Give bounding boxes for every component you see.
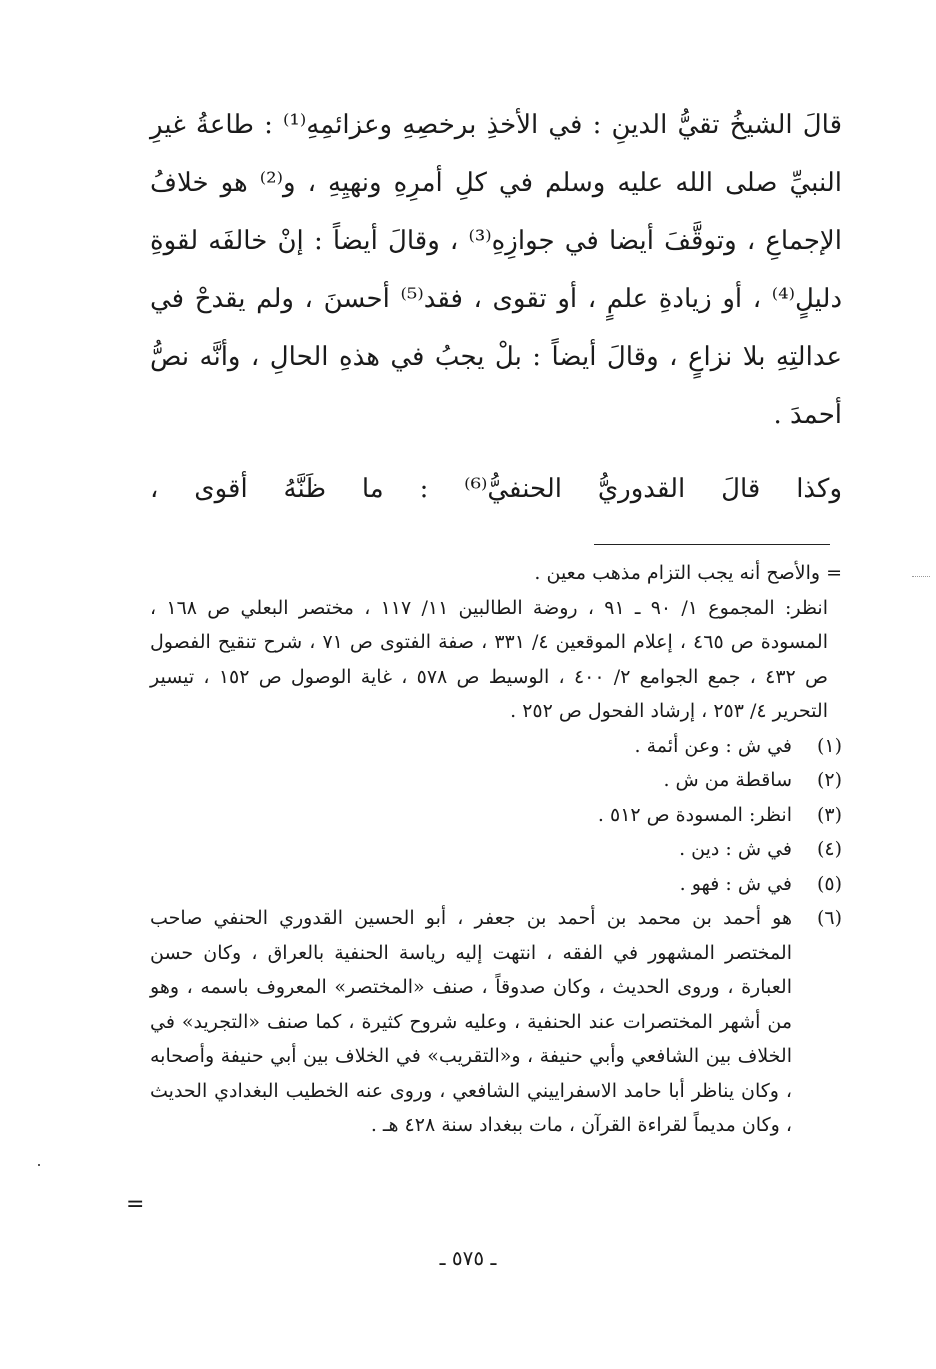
- footnote-text: ساقطة من ش .: [663, 769, 792, 791]
- footnote-references: انظر: المجموع ١/ ٩٠ ـ ٩١ ، روضة الطالبين ١١/ ١١٧ ، مختصر البعلي ص ١٦٨ ، المسودة ص ٤٦٥ ، إعلام الموقعين ٤/ ٣٣١ ، صفة الفتوى ص ٧١ ، شرح تنقيح الفصول ص ٤٣٢ ، جمع الجوامع ٢/ ٤٠٠ ، الوسيط ص ٥٧٨ ، غاية الوصول ص ١٥٢ ، تيسير التحرير ٤/ ٢٥٣ ، إرشاد الفحول ص ٢٥٢ .: [150, 596, 828, 722]
- page-number: ـ ٥٧٥ ـ: [439, 1246, 497, 1270]
- footnote-text: هو أحمد بن محمد بن أحمد بن جعفر ، أبو الحسين القدوري الحنفي صاحب المختصر المشهور في الفقه ، انتهت إليه رياسة الحنفية بالعراق ، وكان حسن العبارة ، وروى الحديث ، وكان صدوقاً ، صنف «المختصر» المعروف باسمه ، وهو من أشهر المختصرات عند الحنفية ، وعليه شروح كثيرة ، كما صنف «التجريد» في الخلاف بين الشافعي وأبي حنيفة ، و«التقريب» في الخلاف بين أبي حنيفة وأصحابه ، وكان يناظر أبا حامد الاسفراييني الشافعي ، وروى عنه الخطيب البغدادي الحديث ، وكان مديماً لقراءة القرآن ، مات ببغداد سنة ٤٢٨ هـ .: [150, 907, 792, 1136]
- footnote-number: (٤): [816, 838, 842, 860]
- footnote-number: (٣): [816, 803, 842, 826]
- footnote-text: في ش : دين .: [679, 838, 792, 860]
- footnote-number: (٦): [816, 907, 842, 929]
- footnote-text: في ش : فهو .: [679, 872, 792, 895]
- footnote-text: انظر: المسودة ص ٥١٢ .: [597, 803, 792, 826]
- footnote-item-3: [150, 798, 842, 833]
- footnote-number: (٢): [816, 769, 842, 791]
- footnotes-section: [150, 556, 842, 1143]
- footnote-number: (١): [816, 734, 842, 757]
- main-text-block: [150, 96, 842, 444]
- footnote-item-1: [150, 729, 842, 764]
- footnote-separator: [594, 544, 830, 545]
- scan-speck: [38, 1164, 40, 1166]
- footnote-number: (٥): [816, 872, 842, 895]
- footnote-item-2: [150, 763, 842, 798]
- footnote-item-4: [150, 832, 842, 867]
- scan-edge-mark: [912, 576, 930, 579]
- footnote-item-6: [150, 901, 842, 1143]
- footnote-continuation: = والأصح أنه يجب التزام مذهب معين .: [534, 562, 842, 584]
- continuation-mark: =: [126, 1192, 145, 1217]
- footnote-text: في ش : وعن أئمة .: [634, 734, 792, 757]
- footnote-item-5: [150, 867, 842, 902]
- main-paragraph-1: قالَ الشيخُ تقيُّ الدينِ : في الأخذِ برخصِهِ وعزائمِهِ⁽¹⁾ : طاعةُ غيرِ النبيِّ صلى الله عليه وسلم في كلِ أمرِهِ ونهيِهِ ، و⁽²⁾ هو خلافُ الإجماعِ ، وتوقَّفَ أيضا في جوازِهِ⁽³⁾ ، وقالَ أيضاً : إنْ خالفَه لقوةِ دليلٍ⁽⁴⁾ ، أو زيادةِ علمٍ ، أو تقوى ، فقد⁽⁵⁾ أحسنَ ، ولم يقدحْ في عدالتِهِ بلا نزاعٍ ، وقالَ أيضاً : بلْ يجبُ في هذهِ الحالِ ، وأنَّه نصُّ أحمدَ .: [150, 110, 843, 430]
- main-paragraph-2: وكذا قالَ القدوريُّ الحنفيُّ⁽⁶⁾ : ما ظَنَّهُ أقوى ،: [150, 474, 842, 504]
